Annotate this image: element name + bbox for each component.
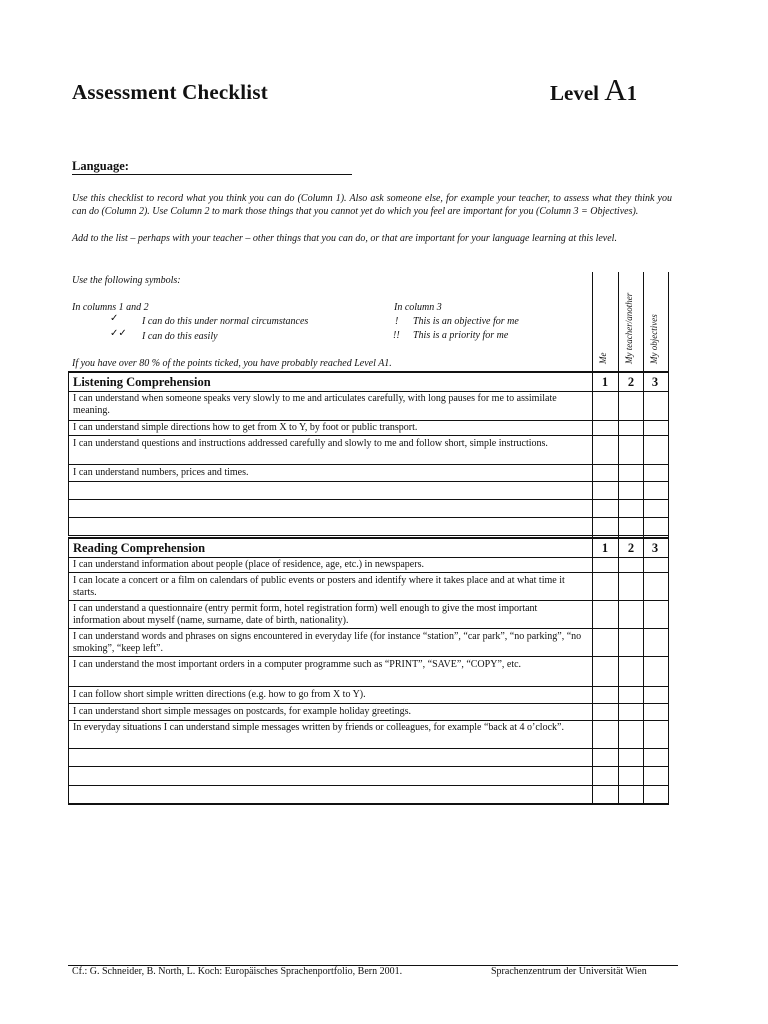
col12-item-1: I can do this under normal circumstances <box>142 316 309 327</box>
listening-item-2: I can understand simple directions how to get from X to Y, by foot or public transport. <box>73 422 418 433</box>
listening-item-3: I can understand questions and instructions addressed carefully and slowly to me and follow short, simple instructions. <box>73 438 548 449</box>
level-number: 1 <box>626 81 638 105</box>
listening-col3-number: 3 <box>651 375 659 389</box>
col-objectives-label: My objectives <box>649 314 659 364</box>
reading-item-5: I can understand the most important orders in a computer programme such as “PRINT”, “SAVE”, “COPY”, etc. <box>73 659 522 670</box>
reading-left-border <box>68 537 69 804</box>
reading-col1-number: 1 <box>601 541 609 555</box>
listening-title: Listening Comprehension <box>73 375 211 389</box>
language-field-line[interactable] <box>72 174 352 175</box>
reading-item-6: I can follow short simple written directions (e.g. how to go from X to Y). <box>73 689 366 700</box>
listening-col1-number: 1 <box>601 375 609 389</box>
listening-blank-row[interactable] <box>68 499 669 500</box>
double-exclamation-icon: !! <box>393 330 400 341</box>
intro-paragraph-2: Add to the list – perhaps with your teacher – other things that you can do, or that are important for your language learning at this level. <box>72 233 617 244</box>
reading-col2-number: 2 <box>627 541 635 555</box>
language-label: Language: <box>72 159 129 173</box>
page-title: Assessment Checklist <box>72 80 268 104</box>
listening-item-1: I can understand when someone speaks very slowly to me and articulates carefully, with long pauses for me to assimilate meaning. <box>73 393 557 416</box>
reading-top-border <box>68 537 669 539</box>
col12-heading: In columns 1 and 2 <box>72 302 149 313</box>
reading-item-7: I can understand short simple messages on postcards, for example holiday greetings. <box>73 706 411 717</box>
reading-item-1: I can understand information about people (place of residence, age, etc.) in newspapers. <box>73 559 424 570</box>
intro-paragraph-1: Use this checklist to record what you think you can do (Column 1). Also ask someone else, for example your teacher, to assess what they think you can do (Column 2). Use Column 2 to mark those things that you cannot yet do which you feel are important for you (Column 3 = Objectives). <box>72 193 672 217</box>
threshold-note: If you have over 80 % of the points ticked, you have probably reached Level A1. <box>72 358 392 369</box>
footer-institution: Sprachenzentrum der Universität Wien <box>491 966 647 977</box>
symbols-heading: Use the following symbols: <box>72 275 181 286</box>
listening-blank-row[interactable] <box>68 517 669 518</box>
listening-bottom-border <box>68 535 669 536</box>
reading-item-8: In everyday situations I can understand simple messages written by friends or colleagues, for example “back at 4 o’clock”. <box>73 722 564 733</box>
listening-item-4: I can understand numbers, prices and times. <box>73 467 249 478</box>
reading-bottom-border <box>68 803 669 805</box>
reading-item-2: I can locate a concert or a film on calendars of public events or posters and identify where it takes place and at what time it starts. <box>73 575 565 598</box>
level-word: Level <box>550 81 599 105</box>
reading-blank-row[interactable] <box>68 785 669 786</box>
listening-col2-number: 2 <box>627 375 635 389</box>
check-icon: ✓ <box>110 313 119 324</box>
exclamation-icon: ! <box>395 316 399 327</box>
level-indicator <box>550 72 637 108</box>
double-check-icon: ✓✓ <box>110 328 127 339</box>
col-me-label: Me <box>598 352 608 364</box>
col3-heading: In column 3 <box>394 302 442 313</box>
reading-item-3: I can understand a questionnaire (entry permit form, hotel registration form) well enough to give the most important information about myself (name, surname, date of birth, nationality). <box>73 603 538 626</box>
listening-top-border <box>68 371 669 373</box>
level-letter: A <box>604 72 627 107</box>
reading-item-4: I can understand words and phrases on signs encountered in everyday life (for instance “station”, “car park”, “no parking”, “no smoking”, “keep left”. <box>73 631 582 654</box>
listening-left-border <box>68 371 69 536</box>
col3-item-1: This is an objective for me <box>413 316 519 327</box>
reading-col3-number: 3 <box>651 541 659 555</box>
col-teacher-label: My teacher/another <box>624 292 634 364</box>
reading-title: Reading Comprehension <box>73 541 206 555</box>
reading-blank-row[interactable] <box>68 766 669 767</box>
col12-item-2: I can do this easily <box>142 331 218 342</box>
footer-citation: Cf.: G. Schneider, B. North, L. Koch: Europäisches Sprachenportfolio, Bern 2001. <box>72 966 403 977</box>
col3-item-2: This is a priority for me <box>413 330 509 341</box>
